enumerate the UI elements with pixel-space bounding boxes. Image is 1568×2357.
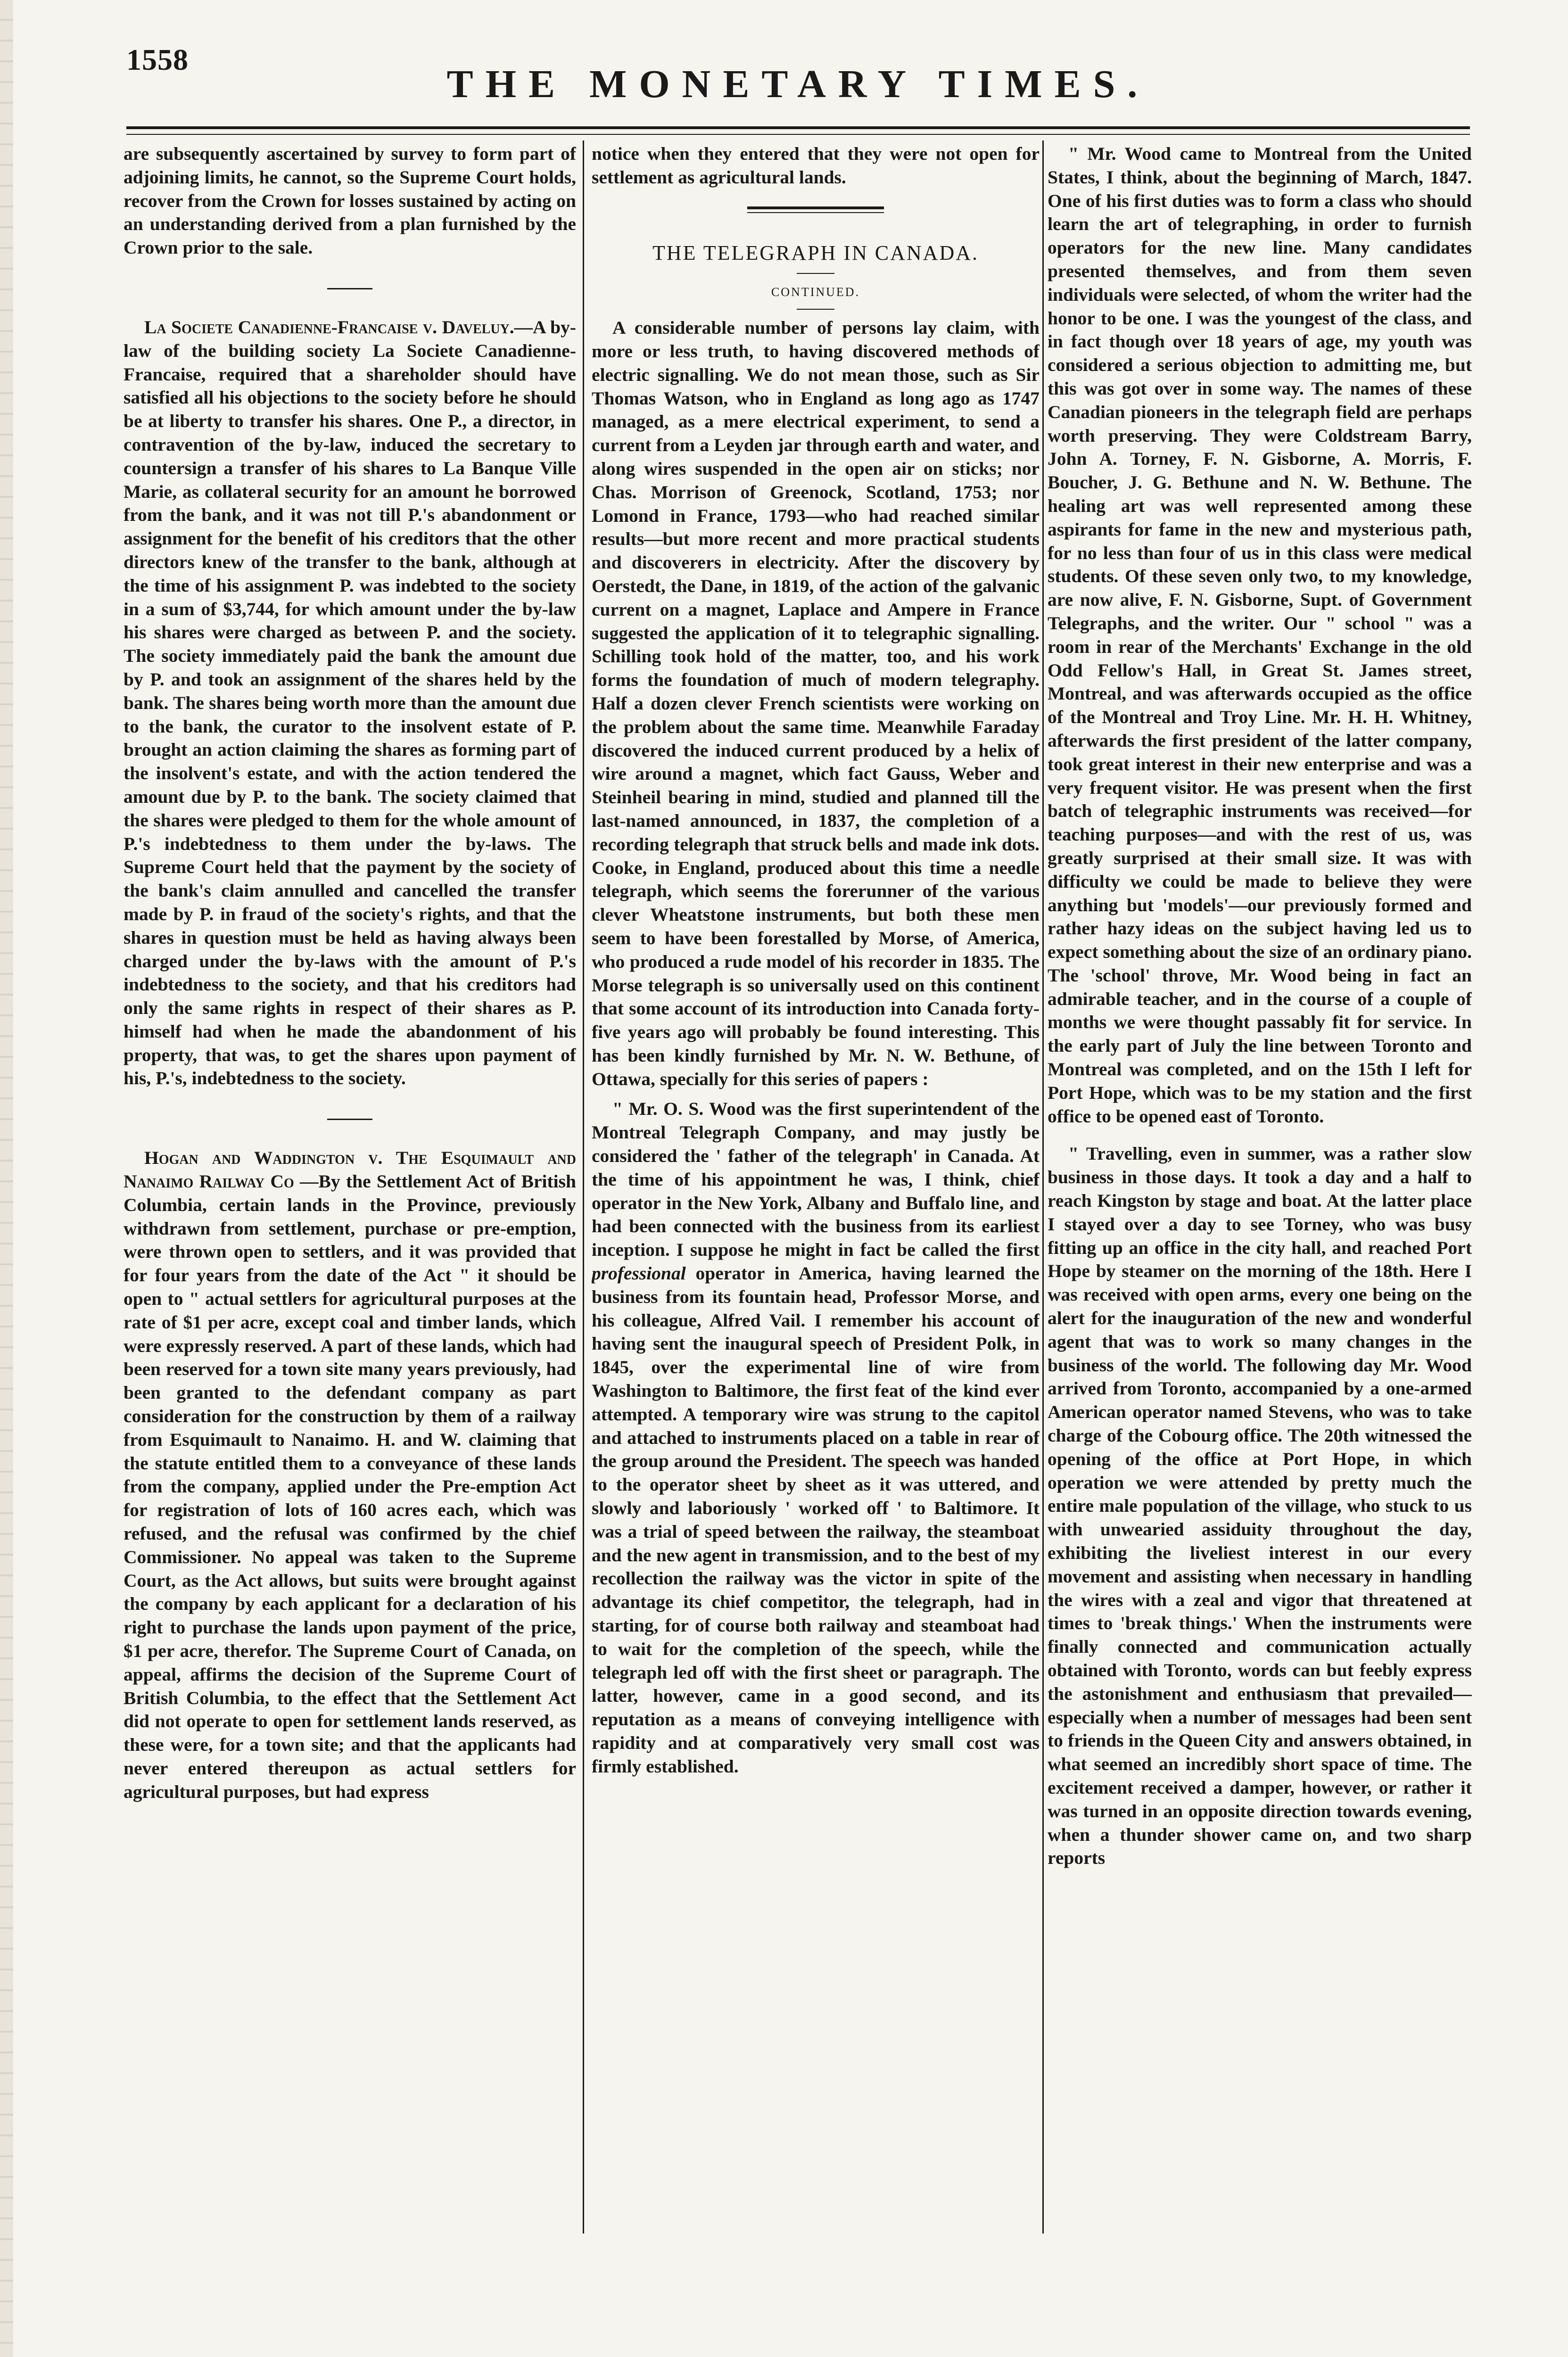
paragraph: A considerable number of persons lay claim, with more or less truth, to having discovered methods of electric signalling. We do not mean those, such as Sir Thomas Watson, who in England as long ago as 1747 managed, as a mere electrical experiment, to send a current from a Leyden jar through earth and water, and along wires suspended in the open air on sticks; nor Chas. Morrison of Greenock, Scotland, 1753; nor Lomond in France, 1793—who had reached similar results—but more recent and more practical students and discoverers in electricity. After the discovery by Oerstedt, the Dane, in 1819, of the action of the galvanic current on a magnet, Laplace and Ampere in France suggested the application of it to telegraphic signalling. Schilling took hold of the matter, too, and his work forms the foundation of much of modern telegraphy. Half a dozen clever French scientists were working on the problem about the same time. Meanwhile Faraday discovered the induced current produced by a helix of wire around a magnet, which fact Gauss, Weber and Steinheil bearing in mind, studied and planned till the last-named announced, in 1837, the completion of a recording telegraph that struck bells and made ink dots. Cooke, in England, produced about this time a needle telegraph, which seems the forerunner of the various clever Wheatstone instruments, but both these men seem to have been forestalled by Morse, of America, who produced a rude model of his recorder in 1835. The Morse telegraph is so universally used on this continent that some account of its introduction into Canada forty-five years ago will probably be found interesting. This has been kindly furnished by Mr. N. W. Bethune, of Ottawa, specially for this series of papers : [592, 317, 1040, 1089]
case-body: —By the Settlement Act of British Columbia, certain lands in the Province, previously withdrawn from settlement, purchase or pre-emption, were thrown open to settlers, and it was provided that for four years from the date of the Act " it should be open to " actual settlers for agricultural purposes at the rate of $1 per acre, except coal and timber lands, which were expressly reserved. A part of these lands, which had been reserved for a town site many years previously, had been granted to the defendant company as part consideration for the construction by them of a railway from Esquimault to Nanaimo. H. and W. claiming that the statute entitled them to a conveyance of these lands from the company, applied under the Pre-emption Act for registration of lots of 160 acres each, which was refused, and the refusal was confirmed by the chief Commissioner. No appeal was taken to the Supreme Court, as the Act allows, but suits were brought against the company by each applicant for a declaration of his right to purchase the lands upon payment of the price, $1 per acre, therefor. The Supreme Court of Canada, on appeal, affirms the decision of the Supreme Court of British Columbia, to the effect that the Settlement Act did not operate to open for settlement lands reserved, as these were, for a town site; and that the applicants had never entered thereupon as actual settlers for agricultural purposes, but had express [124, 1171, 576, 1802]
paragraph: " Mr. Wood came to Montreal from the United States, I think, about the beginning of March, 1847. One of his first duties was to form a class who should learn the art of telegraphing, in order to furnish operators for the new line. Many candidates presented themselves, and from them seven individuals were selected, of whom the writer had the honor to be one. I was the youngest of the class, and in fact though over 18 years of age, my youth was considered a serious objection to admitting me, but this was got over in some way. The names of these Canadian pioneers in the telegraph field are perhaps worth preserving. They were Coldstream Barry, John A. Torney, F. N. Gisborne, A. Morris, F. Boucher, J. G. Bethune and N. W. Bethune. The healing art was well represented among these aspirants for fame in the new and mysterious path, for no less than four of us in this class were medical students. Of these seven only two, to my knowledge, are now alive, F. N. Gisborne, Supt. of Government Telegraphs, and the writer. Our " school " was a room in rear of the Merchants' Exchange in the old Odd Fellow's Hall, in Great St. James street, Montreal, and was afterwards occupied as the office of the Montreal and Troy Line. Mr. H. H. Whitney, afterwards the first president of the latter company, took great interest in their new enterprise and was a very frequent visitor. He was present when the first batch of telegraphic instruments was received—for teaching purposes—and with the rest of us, was greatly surprised at their small size. It was with difficulty we could be made to believe they were anything but 'models'—our previously formed and rather hazy ideas on the subject having led us to expect something about the size of an ordinary piano. The 'school' throve, Mr. Wood being in fact an admirable teacher, and in the course of a couple of months we were thought passably fit for service. In the early part of July the line between Toronto and Montreal was completed, and on the 15th I left for Port Hope, which was to be my station and the first office to be opened east of Toronto. [1048, 143, 1472, 1127]
paragraph: notice when they entered that they were not open for settlement as agricultural lands. [592, 143, 1040, 188]
page-number: 1558 [126, 43, 189, 76]
continued-label: CONTINUED. [771, 285, 860, 299]
case-body: —A by-law of the building society La Societe Canadienne-Francaise, required that a shareholder should have satisfied all his objections to the society before he should be at liberty to transfer his shares. One P., a director, in contravention of the by-law, induced the secretary to countersign a transfer of his shares to La Banque Ville Marie, as collateral security for an amount he borrowed from the bank, and it was not till P.'s abandonment or assignment for the benefit of his creditors that the other directors knew of the transfer to the bank, although at the time of his assignment P. was indebted to the society in a sum of $3,744, for which amount under the by-law his shares were charged as between P. and the society. The society immediately paid the bank the amount due by P. and took an assignment of the shares held by the bank. The shares being worth more than the amount due to the bank, the curator to the insolvent estate of P. brought an action claiming the shares as forming part of the insolvent's estate, and with the action tendered the amount due by P. to the bank. The society claimed that the shares were pledged to them for the whole amount of P.'s indebtedness to them under the by-laws. The Supreme Court held that the payment by the society of the bank's claim annulled and cancelled the transfer made by P. in fraud of the society's rights, and that the shares in question must be held as having always been charged under the by-laws with the amount of P.'s indebtedness to the society, and that his creditors had only the same rights in respect of their shares as P. himself had when he made the abandonment of his property, that was, to get the shares upon payment of his, P.'s, indebtedness to the society. [124, 316, 576, 1089]
text-run: " Mr. O. S. Wood was the first superintendent of the Montreal Telegraph Company, and may justly be considered the ' father of the telegraph' in Canada. At the time of his appointment he was, I think, chief operator in the New York, Albany and Buffalo line, and had been connected with the business from its earliest inception. I suppose he might in fact be called the first [592, 1098, 1040, 1261]
column-left [124, 142, 576, 2254]
column-divider [1042, 140, 1044, 2233]
column-right [1048, 142, 1472, 2254]
article-headline: THE TELEGRAPH IN CANADA. [652, 241, 979, 264]
publication-title: THE MONETARY TIMES. [446, 62, 1150, 106]
case-paragraph [124, 316, 576, 1090]
binding-edge [0, 0, 13, 2357]
column-divider [583, 140, 584, 2233]
section-divider [327, 288, 372, 289]
column-middle [592, 142, 1040, 2254]
section-divider [327, 1119, 372, 1120]
case-title: Hogan and Waddington v. The Esquimault and Nanaimo Railway Co [124, 1147, 576, 1192]
headline-rule [797, 273, 834, 274]
section-rule [747, 206, 884, 209]
header-rule-thin [126, 134, 1470, 135]
emphasis: professional [592, 1263, 686, 1284]
case-title: La Societe Canadienne-Francaise v. Daveluy. [144, 316, 514, 338]
section-rule-thin [747, 212, 884, 213]
paragraph [592, 1097, 1040, 1778]
text-run: operator in America, having learned the business from its fountain head, Professor Morse, and his colleague, Alfred Vail. I remember his account of having sent the inaugural speech of President Polk, in 1845, over the experimental line of wire from Washington to Baltimore, the first feat of the kind ever attempted. A temporary wire was strung to the capitol and attached to instruments placed on a table in rear of the group around the President. The speech was handed to the operator sheet by sheet as it was uttered, and slowly and laboriously ' worked off ' to Baltimore. It was a trial of speed between the railway, the steamboat and the new agent in transmission, and to the best of my recollection the railway was the victor in spite of the advantage its chief competitor, the telegraph, had in starting, for of course both railway and steamboat had to wait for the completion of the speech, while the telegraph led off with the first sheet or paragraph. The latter, however, came in a good second, and its reputation as a means of conveying intelligence with rapidity and at comparatively very small cost was firmly established. [592, 1263, 1040, 1777]
headline-rule [797, 309, 834, 310]
paragraph: " Travelling, even in summer, was a rather slow business in those days. It took a day and a half to reach Kingston by stage and boat. At the latter place I stayed over a day to see Torney, who was busy fitting up an office in the city hall, and reached Port Hope by steamer on the morning of the 18th. Here I was received with open arms, every one being on the alert for the inauguration of the new and wonderful agent that was to work so many changes in the business of the world. The following day Mr. Wood arrived from Toronto, accompanied by a one-armed American operator named Stevens, who was to take charge of the Cobourg office. The 20th witnessed the opening of the office at Port Hope, in which operation we were attended by pretty much the entire male population of the village, who stuck to us with unwearied assiduity throughout the day, exhibiting the liveliest interest in our every movement and assisting when necessary in handling the wires with a zeal and vigor that threatened at times to 'break things.' When the instruments were finally connected and communication actually obtained with Toronto, words can but feebly express the astonishment and enthusiasm that prevailed—especially when a number of messages had been sent to friends in the Queen City and answers obtained, in what seemed an incredibly short space of time. The excitement received a damper, however, or rather it was turned in an opposite direction towards evening, when a thunder shower came on, and two sharp reports [1048, 1143, 1472, 1869]
header-rule [126, 126, 1470, 129]
case-paragraph [124, 1146, 576, 1804]
paragraph: are subsequently ascertained by survey to form part of adjoining limits, he cannot, so the Supreme Court holds, recover from the Crown for losses sustained by acting on an understanding derived from a plan furnished by the Crown prior to the sale. [124, 143, 576, 258]
